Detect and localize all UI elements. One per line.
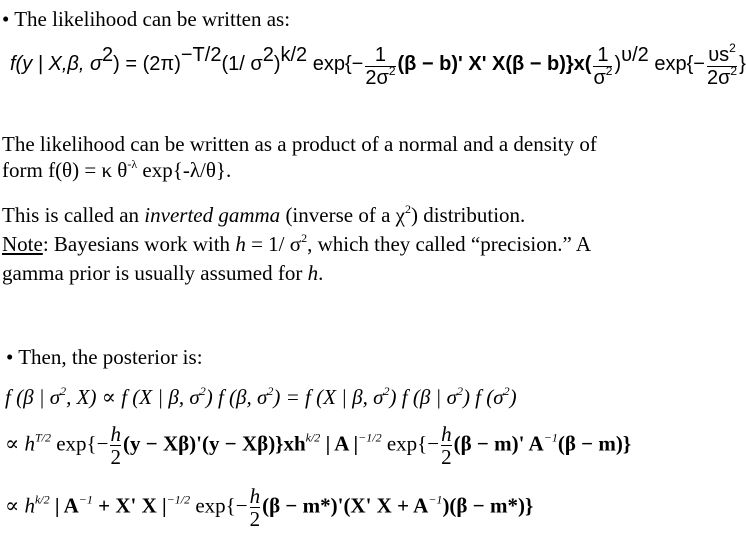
f1-mid: (1/ σ (221, 53, 263, 76)
f1-frac1-den-sup: 2 (388, 64, 396, 78)
f2-f: ) f (σ (462, 385, 504, 409)
f3-g: (β − m)} (557, 431, 632, 456)
f1-close: ) (273, 53, 281, 76)
f1-frac2-num: 1 (597, 44, 609, 66)
f2-e: ) f (β | σ (389, 385, 457, 409)
f3-d: | A | (320, 431, 359, 456)
bullet-glyph: • (2, 7, 10, 31)
f3-frac2-num: h (441, 422, 452, 446)
f1-sup-b: 2 (262, 44, 274, 67)
bullet-1-text: The likelihood can be written as: (14, 7, 291, 31)
f2-g: ) (509, 385, 517, 409)
f1-exp-open: exp{− (307, 53, 364, 76)
f1-frac2-den-sup: 2 (605, 64, 613, 78)
bullet-2-text: Then, the posterior is: (18, 345, 203, 369)
f3-expk: k/2 (305, 430, 321, 445)
f2-sup-4: 2 (383, 384, 390, 398)
f3-f: (β − m)' A (453, 431, 544, 456)
f1-frac3 (706, 41, 738, 89)
f1-frac1 (365, 44, 395, 89)
f4-frac (250, 485, 261, 530)
f1-expT: −T/2 (180, 44, 222, 67)
f4-c: + X' X | (92, 493, 167, 518)
f1-frac1-den (365, 66, 395, 89)
note-label: Note (2, 232, 43, 256)
f1-close2: ) (614, 53, 622, 76)
f3-frac2 (441, 423, 452, 468)
posterior-formula-line-1 (5, 385, 517, 410)
f3-expm: −1/2 (358, 430, 382, 445)
paragraph-2-line-2 (2, 232, 591, 256)
p2l2-h: h (235, 232, 246, 256)
f1-sup: 2 (102, 44, 114, 67)
f1-end: } (739, 53, 746, 76)
bullet-2 (6, 345, 203, 369)
f2-a: f (β | σ (5, 385, 61, 409)
p2l1-b: (inverse of a χ (280, 203, 405, 227)
f4-frac-num: h (249, 484, 261, 508)
f1-frac3-num-sup: 2 (729, 41, 736, 55)
posterior-formula-line-2 (5, 423, 631, 468)
f3-b: exp{− (50, 431, 109, 456)
f1-quad: (β − b)' X' X(β − b)}x( (397, 53, 592, 76)
f3-e: exp{− (381, 431, 440, 456)
f4-d: exp{− (190, 493, 248, 518)
f1-frac3-num (707, 41, 737, 66)
f2-b: , X) ∝ f (X | β, σ (66, 385, 200, 409)
f1-eq: ) = (2π) (113, 53, 181, 76)
p2l1-sup: 2 (404, 202, 411, 216)
f2-sup-1: 2 (60, 384, 67, 398)
f3-frac1 (110, 423, 121, 468)
f2-sup-5: 2 (456, 384, 463, 398)
p2l2-c: , which they called “precision.” A (307, 232, 592, 256)
f1-frac1-den-text: 2σ (365, 67, 389, 89)
p2l3-b: . (318, 261, 324, 285)
p2l1-em: inverted gamma (144, 203, 281, 227)
p2l1-c: ) distribution. (410, 203, 526, 227)
f3-expT: T/2 (34, 430, 51, 445)
likelihood-formula (10, 41, 746, 89)
f3-frac1-num: h (110, 422, 121, 446)
p2l3-h: h (307, 261, 319, 285)
paragraph-1-line-1: The likelihood can be written as a product of a normal and a density of (2, 132, 597, 156)
f1-frac3-num-text: υs (708, 44, 730, 66)
f4-frac-den: 2 (249, 507, 261, 531)
f1-expk: k/2 (280, 44, 308, 67)
f1-frac1-num: 1 (374, 44, 386, 66)
bullet-glyph-2: • (6, 345, 14, 369)
p1l2-a: form f(θ) = κ θ (2, 158, 128, 182)
f3-c: (y − Xβ)'(y − Xβ)}xh (122, 431, 306, 456)
f3-expinv: −1 (543, 430, 558, 445)
p2l3-a: gamma prior is usually assumed for (2, 261, 308, 285)
f1-frac2-den-text: σ (593, 67, 606, 89)
paragraph-2-line-3 (2, 261, 323, 285)
f2-d: ) = f (X | β, σ (273, 385, 384, 409)
f4-b: | A (49, 493, 79, 518)
f4-expinv2: −1 (428, 492, 443, 507)
p1l2-sup: -λ (127, 157, 138, 171)
p2l1-a: This is called an (2, 203, 145, 227)
f1-exp2-open: exp{− (648, 53, 705, 76)
f3-a: ∝ h (5, 431, 35, 456)
f2-c: ) f (β, σ (205, 385, 268, 409)
f4-expk: k/2 (34, 492, 50, 507)
f1-frac2-den (593, 66, 612, 89)
f1-lhs: f(y | X,β, σ (10, 53, 103, 76)
bullet-1 (2, 7, 290, 31)
f2-sup-2: 2 (199, 384, 206, 398)
p2l2-b: = 1/ σ (245, 232, 302, 256)
f4-a: ∝ h (5, 493, 35, 518)
f2-sup-6: 2 (503, 384, 510, 398)
f4-e: (β − m*)'(X' X + A (262, 493, 429, 518)
p1l2-b: exp{-λ/θ}. (137, 158, 232, 182)
f3-frac2-den: 2 (441, 445, 452, 469)
paragraph-2-line-1 (2, 203, 525, 227)
f1-frac3-den-sup: 2 (730, 64, 738, 78)
f1-expv: υ/2 (621, 44, 649, 67)
f1-frac3-den (707, 66, 737, 89)
f1-frac3-den-text: 2σ (706, 67, 731, 89)
f1-frac2 (593, 44, 612, 89)
f4-expinv: −1 (78, 492, 93, 507)
posterior-formula-line-3 (5, 485, 533, 530)
f3-frac1-den: 2 (110, 445, 121, 469)
paragraph-1-line-2 (2, 158, 231, 182)
p2l2-a: : Bayesians work with (42, 232, 236, 256)
p2l2-sup: 2 (301, 231, 308, 245)
f4-f: )(β − m*)} (442, 493, 534, 518)
f2-sup-3: 2 (267, 384, 274, 398)
f4-expm: −1/2 (166, 492, 191, 507)
